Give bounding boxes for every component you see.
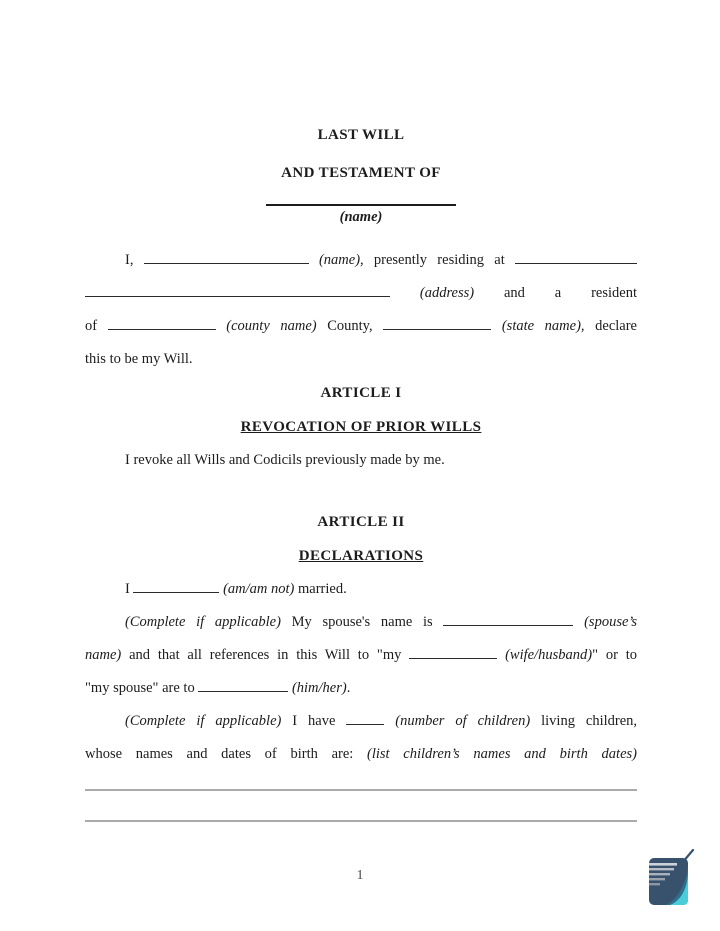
section-heading: AND TESTAMENT OF xyxy=(281,165,441,181)
italic-hint: name) xyxy=(85,647,122,663)
paragraph-line xyxy=(85,277,637,310)
text-run xyxy=(384,713,395,729)
blank-field xyxy=(108,316,216,330)
text-run xyxy=(491,318,502,334)
blank-field xyxy=(383,316,491,330)
text-run: "my spouse" are to xyxy=(85,680,199,696)
subheading-text: REVOCATION OF PRIOR WILLS xyxy=(240,419,482,435)
italic-hint: (spouse’s xyxy=(584,614,637,630)
italic-hint: (number of children) xyxy=(395,713,531,729)
text-run xyxy=(390,285,420,301)
spacer xyxy=(85,477,637,505)
text-run: I have xyxy=(281,713,347,729)
blank-field xyxy=(133,579,219,593)
text-run: County, xyxy=(316,318,384,334)
text-run xyxy=(497,647,505,663)
section-heading: ARTICLE I xyxy=(320,385,402,401)
text-run: My spouse's name is xyxy=(280,614,444,630)
fill-in-rule-line xyxy=(85,820,637,851)
paragraph-line xyxy=(85,444,637,477)
text-run: " or to xyxy=(592,647,638,663)
page-footer xyxy=(0,864,720,888)
fill-in-rule-line xyxy=(85,789,637,820)
paragraph-line xyxy=(85,738,637,771)
italic-hint: (wife/husband) xyxy=(505,647,593,663)
testator-name-line xyxy=(85,204,637,228)
section-heading: LAST WILL xyxy=(317,127,405,143)
text-run: . xyxy=(346,680,351,696)
italic-hint: (list children’s names and birth dates) xyxy=(367,746,637,762)
italic-hint: (county name) xyxy=(226,318,317,334)
blank-field xyxy=(144,250,309,264)
paragraph-line xyxy=(85,639,637,672)
spacer xyxy=(85,771,637,789)
text-run: of xyxy=(85,318,108,334)
italic-hint: (Complete if applicable) xyxy=(125,614,281,630)
text-run xyxy=(309,252,319,268)
paragraph-line xyxy=(85,606,637,639)
text-run: I revoke all Wills and Codicils previously made by me. xyxy=(125,452,445,468)
text-run: , presently residing at xyxy=(360,252,515,268)
text-run: , declare xyxy=(580,318,637,334)
blank-field xyxy=(515,250,637,264)
italic-hint: (am/am not) xyxy=(223,581,295,597)
document-pen-icon xyxy=(646,848,696,910)
paragraph-line xyxy=(85,573,637,606)
paragraph-gap xyxy=(85,228,637,244)
blank-field xyxy=(443,612,573,626)
text-run: this to be my Will. xyxy=(85,351,193,367)
paragraph-line xyxy=(85,343,637,376)
italic-hint: (address) xyxy=(419,285,475,301)
italic-hint: (Complete if applicable) xyxy=(125,713,282,729)
paragraph-line xyxy=(85,705,637,738)
text-run xyxy=(573,614,584,630)
subheading-text: DECLARATIONS xyxy=(298,548,424,564)
section-subheading xyxy=(85,410,637,444)
blank-field xyxy=(85,283,390,297)
text-run: and that all references in this Will to "my xyxy=(121,647,410,663)
text-run: whose names and dates of birth are: xyxy=(85,746,368,762)
section-subheading xyxy=(85,539,637,573)
text-run xyxy=(216,318,227,334)
document-blocks xyxy=(85,116,637,851)
blank-field xyxy=(409,645,497,659)
page-number: 1 xyxy=(356,868,364,883)
text-run: I xyxy=(125,581,134,597)
italic-hint: (him/her) xyxy=(291,680,347,696)
text-run: living children, xyxy=(530,713,638,729)
blank-field xyxy=(346,711,384,725)
blank-field xyxy=(198,678,288,692)
paragraph-line xyxy=(85,244,637,277)
paragraph-line xyxy=(85,310,637,343)
italic-hint: (name) xyxy=(318,252,361,268)
brand-logo xyxy=(646,848,696,910)
text-run: married. xyxy=(294,581,347,597)
text-run: and a resident xyxy=(474,285,637,301)
italic-hint: (state name) xyxy=(501,318,581,334)
name-hint: (name) xyxy=(339,209,383,225)
paragraph-line xyxy=(85,672,637,705)
text-run: I, xyxy=(125,252,144,268)
section-heading: ARTICLE II xyxy=(317,514,405,530)
